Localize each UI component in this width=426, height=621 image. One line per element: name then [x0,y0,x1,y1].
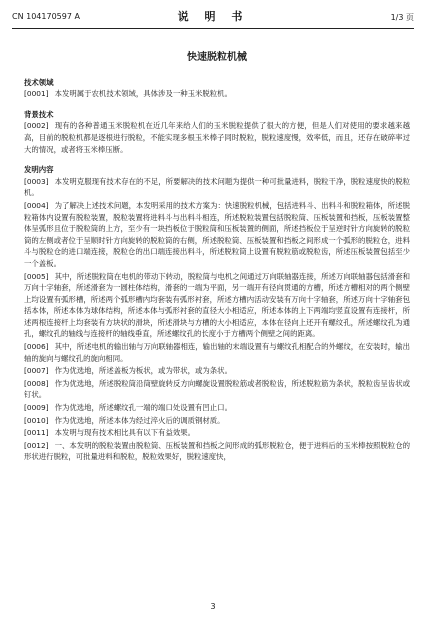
paragraph-number: [0003] [24,176,49,186]
doc-number: CN 104170597 A [12,12,80,21]
paragraph-number: [0011] [24,428,49,438]
paragraph [24,427,410,439]
paragraph-text: 作为优选地，所述螺纹孔一端的端口处设置有凹止口。 [54,403,232,413]
document-body [24,52,410,464]
paragraph-number: [0009] [24,403,49,413]
paragraph-text: 本发明与现有技术相比具有以下有益效果。 [54,428,196,438]
paragraph [24,440,410,463]
paragraph-text: 作为优选地，所述脱粒筒沿筒壁旋转反方向螺旋设置脱粒筋或者脱粒齿，所述脱粒筋为条状，脱粒齿呈齿状或钉状。 [24,378,410,400]
paragraph-number: [0002] [24,121,49,131]
section-heading-summary: 发明内容 [24,165,54,175]
paragraph-text: 其中，所述电机的输出轴与万向联轴器相连，输出轴的末端设置有与螺纹孔相配合的外螺纹，在安装时，输出轴的旋向与螺纹孔的旋向相同。 [24,342,410,363]
paragraph [24,378,410,401]
paragraph-text: 一、本发明的脱粒装置由脱粒筒、压板装置和挡板之间形成的弧形脱粒仓，便于进料后的玉米棒按照脱粒仓的形状进行脱粒，可批量进料和脱粒，脱粒效果好，脱粒速度快， [24,440,410,462]
section-heading-background: 背景技术 [24,109,54,119]
paragraph [24,365,410,377]
paragraph-number: [0008] [24,378,49,388]
paragraph [24,271,410,341]
paragraph-number: [0001] [24,89,49,99]
paragraph-text: 本发明克服现有技术存在的不足，所要解决的技术问题为提供一种可批量进料，脱粒干净，脱粒速度快的脱粒机。 [24,176,410,198]
paragraph [24,200,410,270]
paragraph [24,402,410,414]
paragraph [24,176,410,199]
paragraph-number: [0005] [24,271,49,281]
page-number: 3 [210,602,216,611]
paragraph-number: [0007] [24,366,49,376]
doc-type: 说 明 书 [177,10,249,23]
section-heading-tech-field: 技术领域 [24,77,54,87]
paragraph [24,120,410,155]
paragraph-text: 其中，所述脱粒筒在电机的带动下转动，脱粒筒与电机之间通过万向联轴器连接，所述万向联轴器包括滑套和万向十字轴套，所述滑套为一圆柱体结构，滑套的一端为平面，另一端开有径向贯通的方槽，所述方槽相对的两个侧壁上均设置有弧形槽，所述两个弧形槽内均套装有弧形衬套，所述方槽内活动安装有万向十字轴套，所述万向十字轴套包括本体，所述本体为球体结构，所述本体与弧形衬套的直径大小相适应，所述本体的上下两端均竖直设置有连接杆，所述两根连接杆上均套装有方块状的滑块，所述滑块与方槽的大小相适应，本体在径向上还开有螺纹孔，所述螺纹孔为通孔，螺纹孔的轴线与连接杆的轴线垂直，所述螺纹孔的长度小于方槽两个侧壁之间的距离。 [24,271,410,339]
paragraph-text: 作为优选地，所述本体为经过淬火后的调质钢材质。 [54,415,225,425]
document-title: 快速脱粒机械 [187,52,247,63]
paragraph-text: 现有的各种普通玉米脱粒机在近几年来给人们的玉米脱粒提供了很大的方便，但是人们对使用的要求越来越高，目前的脱粒机都是逐根进行脱粒，不能实现多根玉米棒子同时脱粒，脱粒速度慢，效率低，而且，还存在破碎率过大的情况，或者将玉米棒压断。 [24,121,410,154]
paragraph-number: [0012] [24,440,49,450]
paragraph-text: 本发明属于农机技术领域，具体涉及一种玉米脱粒机。 [54,89,232,99]
page-header [12,8,414,29]
paragraph [24,88,410,100]
paragraph [24,415,410,427]
paragraph-number: [0010] [24,415,49,425]
paragraph-text: 为了解决上述技术问题，本发明采用的技术方案为：快速脱粒机械，包括进料斗、出料斗和脱粒箱体，所述脱粒箱体内设置有脱粒装置，脱粒装置将进料斗与出料斗相连，所述脱粒装置包括脱粒筒、压板装置和挡板，压板装置整体呈弧形且位于脱粒筒的上方，至少有一块挡板位于脱粒筒和压板装置的侧面，所述挡板位于呈逆时针方向旋转的脱粒筒的左侧或者位于呈顺时针方向旋转的脱粒筒的右侧，所述脱粒筒、压板装置和挡板之间形成一个弧形的脱粒仓，进料斗与脱粒仓的进口端连接，脱粒仓的出口端连接出料斗，所述脱粒筒上设置有脱粒筋或脱粒齿，所述压板装置包括至少一个盖板。 [24,200,410,268]
page-indicator: 1/3 页 [390,13,414,22]
paragraph-number: [0006] [24,342,49,352]
paragraph-text: 作为优选地，所述盖板为板状，或为带状，或为条状。 [54,366,232,376]
paragraph-number: [0004] [24,200,49,210]
paragraph [24,341,410,364]
